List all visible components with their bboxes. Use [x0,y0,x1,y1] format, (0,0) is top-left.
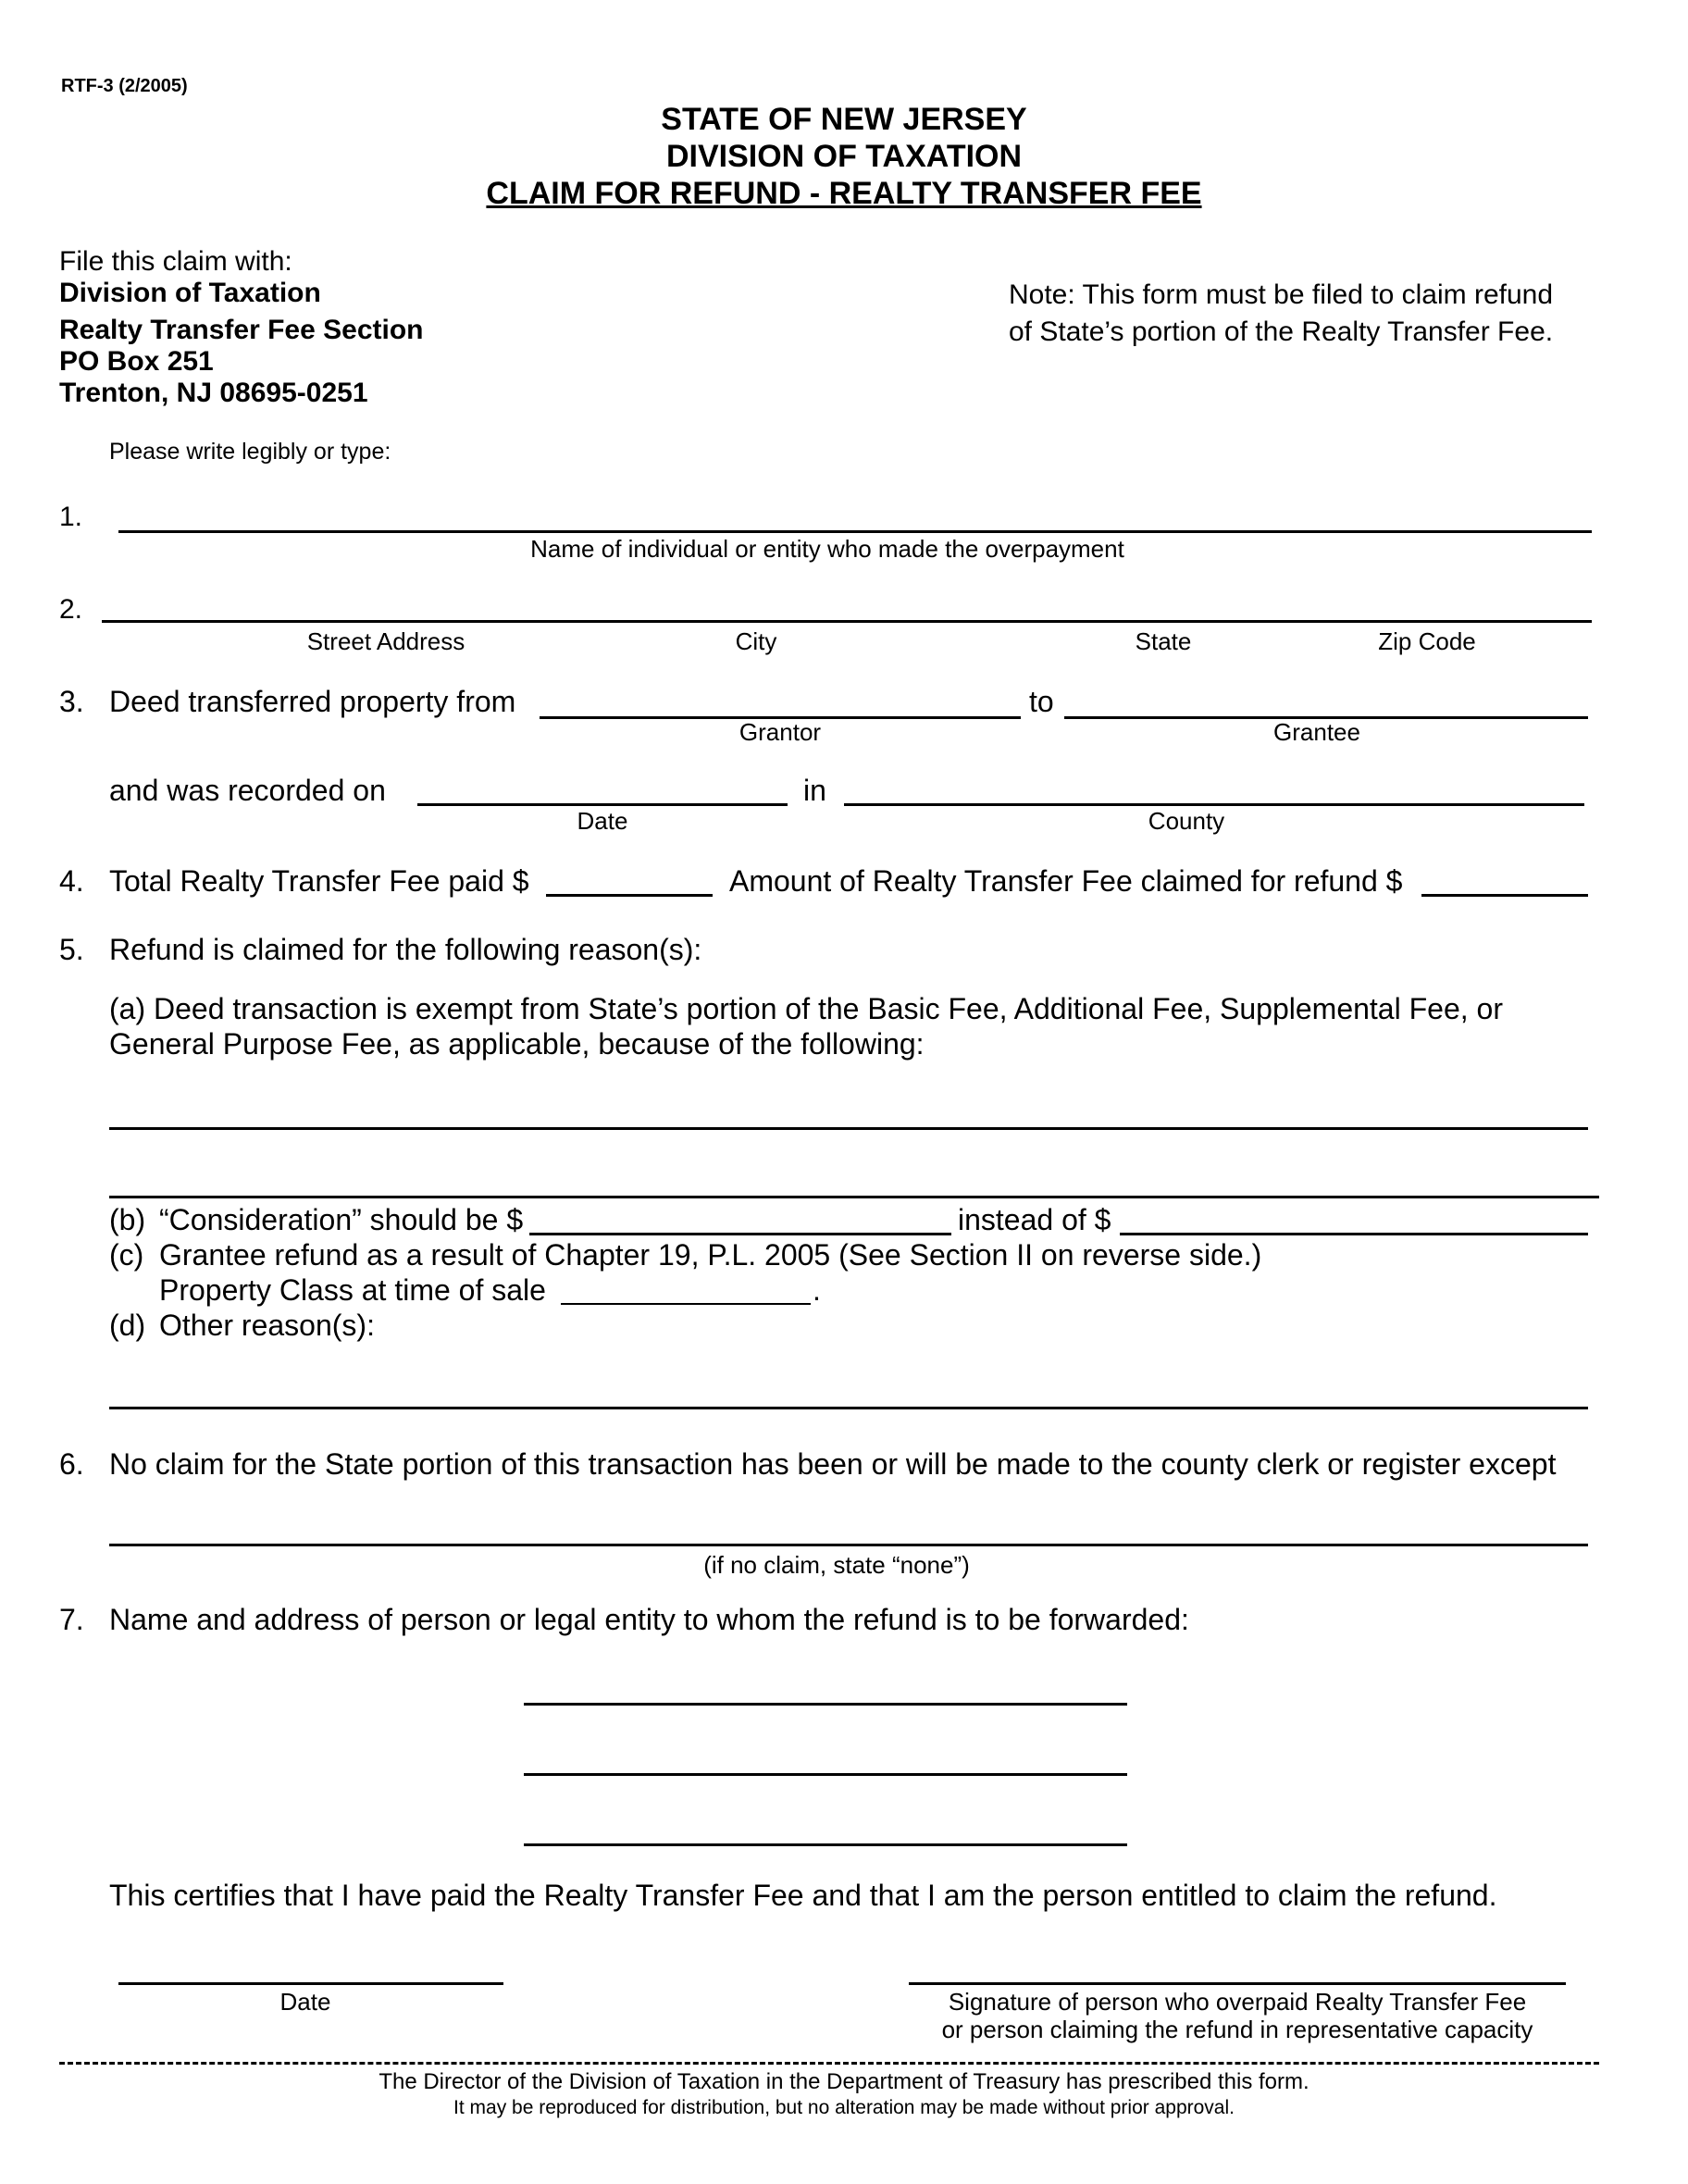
property-class-field[interactable] [561,1268,811,1305]
reason-a-line2: General Purpose Fee, as applicable, because of the following: [109,1027,925,1061]
item1-number: 1. [59,502,83,532]
refund-amount-label: Amount of Realty Transfer Fee claimed for refund $ [729,864,1403,898]
county-caption: County [1148,807,1225,835]
street-caption: Street Address [306,627,465,655]
state-caption: State [1135,627,1192,655]
reason-c-label: (c) [109,1238,144,1272]
page-title [0,176,1688,212]
footer-line2: It may be reproduced for distribution, but no alteration may be made without prior approval. [453,2097,1235,2118]
instead-of-field[interactable] [1120,1197,1588,1235]
grantee-field[interactable] [1064,681,1588,719]
consideration-label: “Consideration” should be $ [159,1203,524,1236]
reason-b-label: (b) [109,1203,146,1236]
signature-caption-2: or person claiming the refund in representative capacity [941,2016,1533,2043]
signature-date-caption: Date [279,1988,331,2016]
to-label: to [1029,685,1054,718]
date-caption: Date [577,807,628,835]
item3-number: 3. [59,685,84,718]
address-field[interactable] [102,585,1592,623]
instruction-text: Please write legibly or type: [109,439,391,465]
certification-text: This certifies that I have paid the Realty Transfer Fee and that I am the person entitled to claim the refund. [109,1879,1497,1912]
forward-line-1[interactable] [524,1668,1127,1706]
file-with-section: Realty Transfer Fee Section [59,315,424,345]
other-reasons-label: Other reason(s): [159,1309,375,1342]
item5-number: 5. [59,933,84,966]
name-field[interactable] [118,495,1592,533]
forward-line-2[interactable] [524,1738,1127,1776]
signature-field[interactable] [909,1947,1566,1985]
forward-line-3[interactable] [524,1808,1127,1846]
file-with-division: Division of Taxation [59,278,321,308]
footer-divider [59,2062,1599,2065]
reason-a-field-2[interactable] [109,1160,1599,1198]
grantee-refund-text: Grantee refund as a result of Chapter 19, P.L. 2005 (See Section II on reverse side.) [159,1238,1262,1272]
property-class-period: . [813,1273,821,1307]
instead-of-label: instead of $ [958,1203,1111,1236]
reason-a-field-1[interactable] [109,1092,1588,1130]
item7-number: 7. [59,1603,84,1636]
item2-number: 2. [59,594,83,625]
reasons-label: Refund is claimed for the following reason(s): [109,933,702,966]
grantor-field[interactable] [540,681,1021,719]
refund-amount-field[interactable] [1421,859,1588,897]
form-id: RTF-3 (2/2005) [61,76,188,96]
note-line2: of State’s portion of the Realty Transfer Fee. [1009,316,1554,347]
footer-line1: The Director of the Division of Taxation in the Department of Treasury has prescribed this form. [379,2069,1309,2094]
county-field[interactable] [844,768,1584,806]
file-with-city: Trenton, NJ 08695-0251 [59,378,368,408]
reason-d-label: (d) [109,1309,146,1342]
signature-date-field[interactable] [118,1947,503,1985]
total-fee-field[interactable] [546,859,713,897]
header-division: DIVISION OF TAXATION [665,139,1023,174]
deed-transferred-label: Deed transferred property from [109,685,516,718]
claim-exception-field[interactable] [109,1508,1588,1546]
note-line1: Note: This form must be filed to claim refund [1009,279,1554,310]
item4-number: 4. [59,864,84,898]
consideration-field[interactable] [529,1197,951,1235]
signature-caption-1: Signature of person who overpaid Realty Transfer Fee [948,1988,1527,2016]
page-title-text: CLAIM FOR REFUND - REALTY TRANSFER FEE [486,176,1202,211]
name-caption: Name of individual or entity who made the overpayment [530,535,1124,563]
total-fee-label: Total Realty Transfer Fee paid $ [109,864,529,898]
zip-caption: Zip Code [1378,627,1476,655]
reason-a-line1: (a) Deed transaction is exempt from State’s portion of the Basic Fee, Additional Fee, Supplemental Fee, or [109,992,1503,1025]
no-claim-text: No claim for the State portion of this transaction has been or will be made to the county clerk or register except [109,1447,1557,1481]
recorded-date-field[interactable] [417,768,788,806]
grantor-caption: Grantor [738,718,822,746]
property-class-label: Property Class at time of sale [159,1273,546,1307]
recorded-on-label: and was recorded on [109,774,386,807]
header-state: STATE OF NEW JERSEY [661,102,1027,137]
in-label: in [803,774,826,807]
other-reasons-field[interactable] [109,1371,1588,1409]
grantee-caption: Grantee [1273,718,1360,746]
item6-number: 6. [59,1447,84,1481]
forward-to-label: Name and address of person or legal entity to whom the refund is to be forwarded: [109,1603,1189,1636]
file-with-pobox: PO Box 251 [59,346,214,377]
file-with-intro: File this claim with: [59,246,292,277]
none-caption: (if no claim, state “none”) [703,1551,970,1579]
city-caption: City [735,627,777,655]
